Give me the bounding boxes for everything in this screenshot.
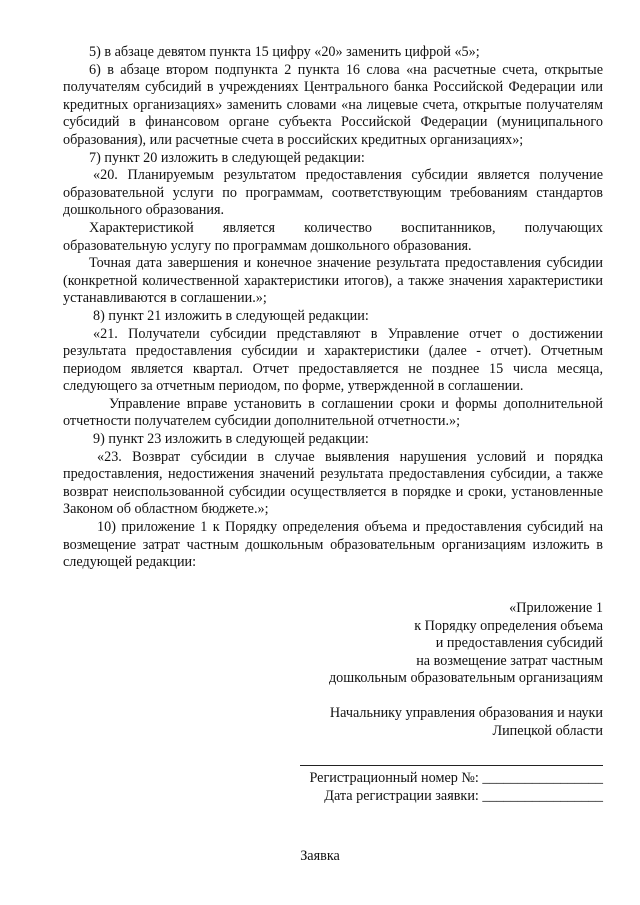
appendix-heading [260, 600, 603, 688]
addressee-line: Начальнику управления образования и науки [329, 705, 603, 721]
form-title: Заявка [300, 848, 340, 864]
body-text [63, 44, 603, 572]
paragraph-item-7: 7) пункт 20 изложить в следующей редакции: [89, 149, 365, 166]
paragraph-item-5: 5) в абзаце девятом пункта 15 цифру «20» заменить цифрой «5»; [89, 44, 480, 60]
addressee-block [260, 705, 603, 740]
appendix-line: к Порядку определения объема [414, 617, 603, 634]
paragraph-clause-21: «21. Получатели субсидии представляют в Управление отчет о достижении результата предоставления субсидии и характеристики (далее - отчет). Отчетным периодом является квартал. Отчет предоставляется не позднее 15 числа месяца, следующего за отчетным периодом, по форме, утвержденной в соглашении. [63, 325, 603, 395]
paragraph-item-6: 6) в абзаце втором подпункта 2 пункта 16 слова «на расчетные счета, открытые получателям субсидий в учреждениях Центрального банка Российской Федерации или кредитных организациях» заменить словами «на лицевые счета, открытые получателям субсидий в финансовом органе субъекта Российской Федерации (муниципального образования), или расчетные счета в российских кредитных организациях»; [63, 61, 603, 148]
registration-date: Дата регистрации заявки: _________________ [324, 787, 603, 804]
appendix-line: «Приложение 1 [509, 600, 603, 616]
appendix-line: и предоставления субсидий [435, 635, 603, 652]
paragraph-reporting: Управление вправе установить в соглашении сроки и формы дополнительной отчетности получателем субсидии дополнительной отчетности.»; [63, 395, 603, 430]
addressee-line: Липецкой области [492, 722, 603, 739]
paragraph-clause-23: «23. Возврат субсидии в случае выявления нарушения условий и порядка предоставления, недостижения значений результата предоставления субсидии, а также возврат неиспользованной субсидии осуществляется в порядке и сроки, установленные Законом об областном бюджете.»; [63, 448, 603, 518]
appendix-line: на возмещение затрат частным [416, 652, 603, 669]
paragraph-clause-20: «20. Планируемым результатом предоставления субсидии является получение образовательной услуги по программам, соответствующим требованиям стандартов дошкольного образования. [63, 167, 603, 219]
paragraph-item-9: 9) пункт 23 изложить в следующей редакции: [93, 431, 369, 448]
paragraph-item-10: 10) приложение 1 к Порядку определения объема и предоставления субсидий на возмещение затрат частным дошкольным образовательным организациям изложить в следующей редакции: [63, 519, 603, 571]
signature-underline [300, 765, 603, 766]
registration-block [260, 770, 603, 805]
appendix-line: дошкольным образовательным организациям [328, 670, 603, 687]
paragraph-exact-date: Точная дата завершения и конечное значение результата предоставления субсидии (конкретной количественной характеристики итогов), а также значения характеристики устанавливаются в соглашении.»; [63, 255, 603, 307]
registration-number: Регистрационный номер №: _________________ [309, 770, 603, 786]
paragraph-item-8: 8) пункт 21 изложить в следующей редакции: [93, 307, 369, 324]
paragraph-characteristic: Характеристикой является количество воспитанников, получающих образовательную услугу по программам дошкольного образования. [63, 219, 603, 254]
